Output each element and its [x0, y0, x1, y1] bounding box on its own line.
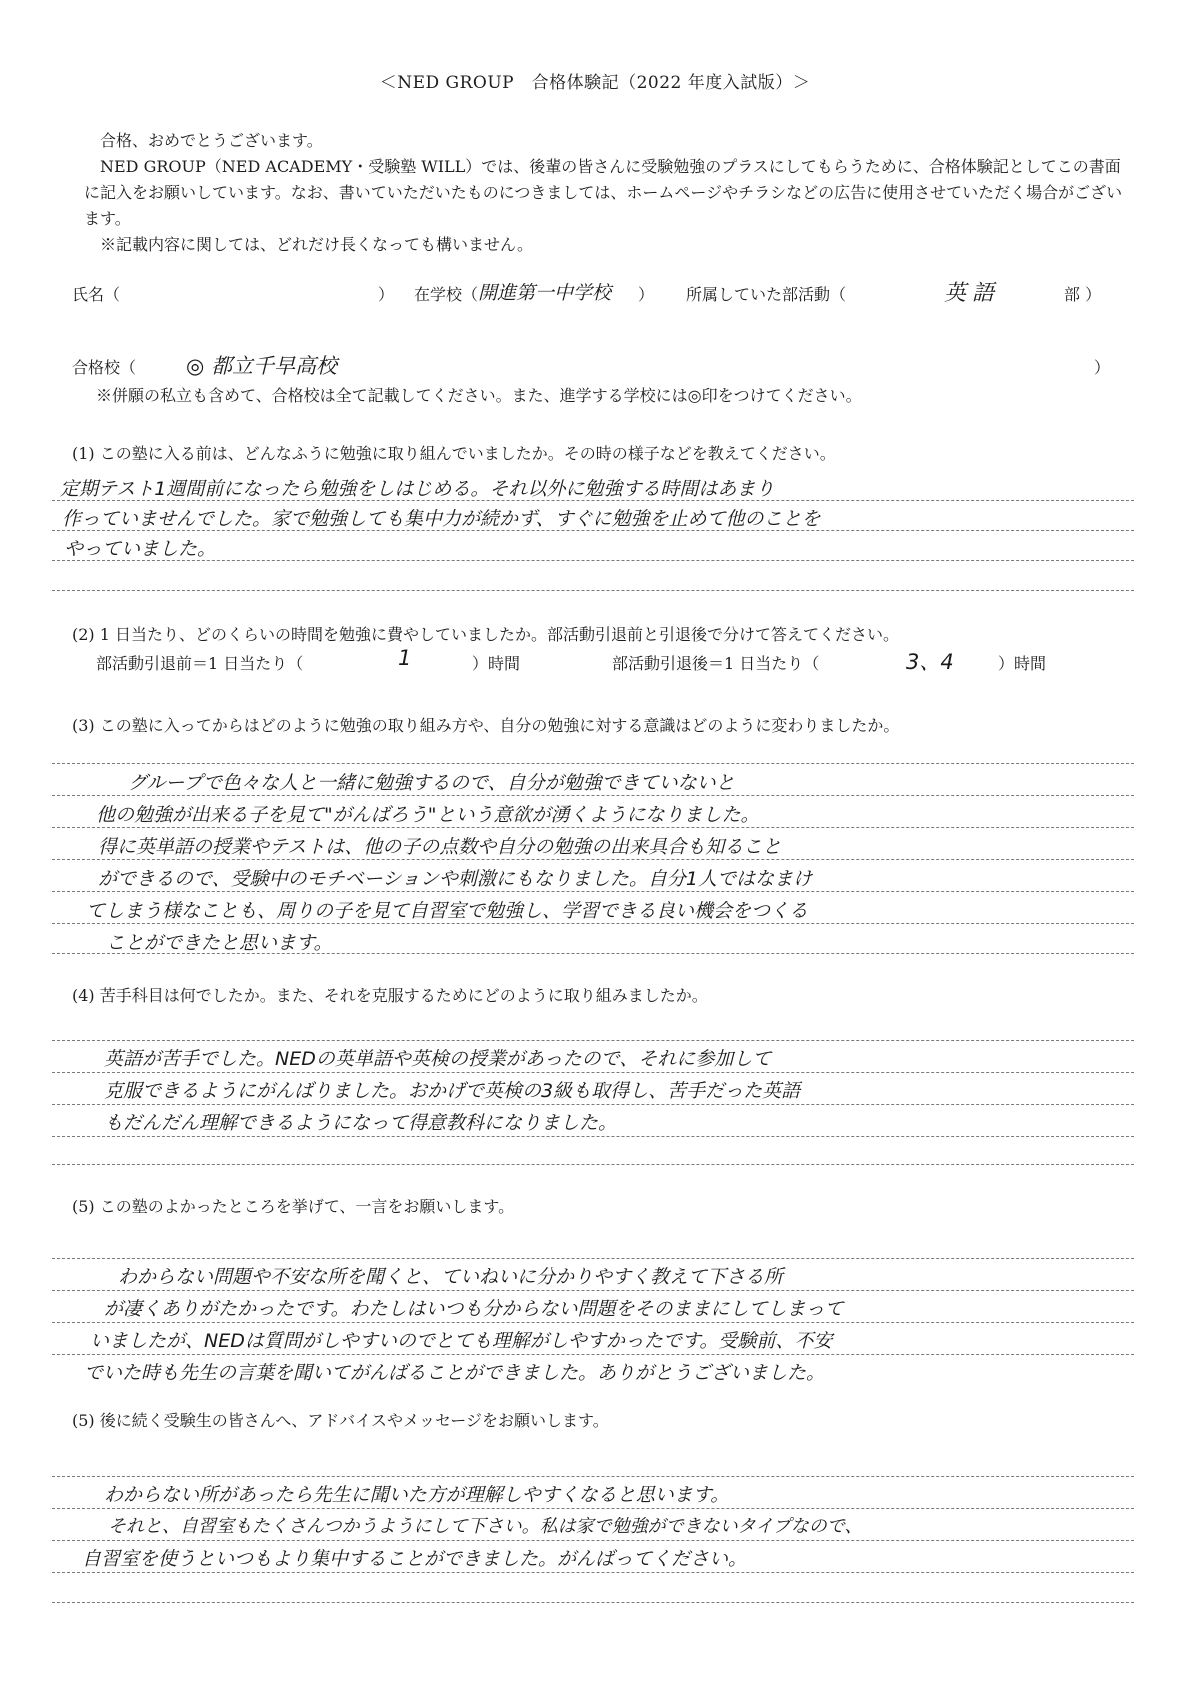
q5-answer-line: でいた時も先生の言葉を聞いてがんばることができました。ありがとうございました。	[84, 1362, 826, 1384]
answer-rule	[52, 1258, 1134, 1259]
q5-answer-line: わからない問題や不安な所を聞くと、ていねいに分かりやすく教えて下さる所	[118, 1266, 784, 1288]
q1-answer-line: 作っていませんでした。家で勉強しても集中力が続かず、すぐに勉強を止めて他のことを	[62, 508, 821, 530]
answer-rule	[52, 1040, 1134, 1041]
club-suffix: 部 ）	[1064, 285, 1102, 304]
answer-rule	[52, 859, 1134, 860]
q3-answer-line: てしまう様なことも、周りの子を見て自習室で勉強し、学習できる良い機会をつくる	[86, 900, 809, 922]
before-retire-label: 部活動引退前＝1 日当たり（	[96, 654, 304, 673]
answer-rule	[52, 1508, 1134, 1509]
before-retire-unit: ）時間	[472, 654, 521, 673]
after-retire-unit: ）時間	[998, 654, 1047, 673]
school-close: ）	[638, 285, 655, 304]
intro-note: ※記載内容に関しては、どれだけ長くなっても構いません。	[100, 235, 533, 254]
q6-answer-line: 自習室を使うといつもより集中することができました。がんばってください。	[82, 1548, 748, 1570]
school-value: 開進第一中学校	[478, 282, 612, 304]
name-label: 氏名（	[72, 285, 121, 304]
answer-rule	[52, 1322, 1134, 1323]
q4-answer-line: もだんだん理解できるようになって得意教科になりました。	[104, 1112, 618, 1134]
intro-request: NED GROUP（NED ACADEMY・受験塾 WILL）では、後輩の皆さんに受験勉強のプラスにしてもらうために、合格体験記としてこの書面に記入をお願いしています。なお、書いていただいたものにつきましては、ホームページやチラシなどの広告に使用させていただく場合がございます。	[84, 157, 1123, 228]
q6-answer-line: わからない所があったら先生に聞いた方が理解しやすくなると思います。	[104, 1484, 730, 1506]
answer-rule	[52, 795, 1134, 796]
answer-rule	[52, 1290, 1134, 1291]
q4-answer-line: 英語が苦手でした。NEDの英単語や英検の授業があったので、それに参加して	[104, 1048, 772, 1070]
q6-answer-line: それと、自習室もたくさんつかうようにして下さい。私は家で勉強ができないタイプなので、	[108, 1516, 863, 1537]
before-retire-hours: 1	[398, 646, 412, 670]
q3-answer-line: グループで色々な人と一緒に勉強するので、自分が勉強できていないと	[128, 772, 735, 794]
question-5: (5) この塾のよかったところを挙げて、一言をお願いします。	[72, 1197, 515, 1216]
answer-rule	[52, 1476, 1134, 1477]
answer-rule	[52, 1104, 1134, 1105]
answer-rule	[52, 1164, 1134, 1165]
answer-rule	[52, 590, 1134, 591]
q4-answer-line: 克服できるようにがんばりました。おかげで英検の3級も取得し、苦手だった英語	[104, 1080, 801, 1102]
question-6: (5) 後に続く受験生の皆さんへ、アドバイスやメッセージをお願いします。	[72, 1411, 609, 1430]
passed-school-note: ※併願の私立も含めて、合格校は全て記載してください。また、進学する学校には◎印をつけてください。	[96, 386, 862, 405]
q5-answer-line: が凄くありがたかったです。わたしはいつも分からない問題をそのままにしてしまって	[104, 1298, 844, 1320]
document-title: ＜NED GROUP 合格体験記（2022 年度入試版）＞	[379, 73, 811, 93]
q1-answer-line: 定期テスト1週間前になったら勉強をしはじめる。それ以外に勉強する時間はあまり	[60, 478, 775, 500]
club-label: 所属していた部活動（	[686, 285, 847, 304]
q3-answer-line: ができるので、受験中のモチベーションや刺激にもなりました。自分1人ではなまけ	[98, 868, 812, 890]
q3-answer-line: 他の勉強が出来る子を見て"がんばろう"という意欲が湧くようになりました。	[96, 804, 760, 826]
q1-answer-line: やっていました。	[64, 538, 217, 560]
q5-answer-line: いましたが、NEDは質問がしやすいのでとても理解がしやすかったです。受験前、不安	[90, 1330, 833, 1352]
intro-text	[84, 128, 1124, 258]
question-4: (4) 苦手科目は何でしたか。また、それを克服するためにどのように取り組みましたか。	[72, 986, 708, 1005]
passed-school-value: ◎ 都立千早高校	[186, 354, 337, 378]
question-3: (3) この塾に入ってからはどのように勉強の取り組み方や、自分の勉強に対する意識はどのように変わりましたか。	[72, 716, 900, 735]
q3-answer-line: 得に英単語の授業やテストは、他の子の点数や自分の勉強の出来具合も知ること	[98, 836, 782, 858]
q3-answer-line: ことができたと思います。	[106, 932, 333, 954]
question-2: (2) 1 日当たり、どのくらいの時間を勉強に費やしていましたか。部活動引退前と引退後で分けて答えてください。	[72, 625, 900, 644]
answer-rule	[52, 923, 1134, 924]
name-close: ）	[378, 285, 395, 304]
answer-rule	[52, 1602, 1134, 1603]
club-value: 英語	[944, 281, 1001, 306]
question-1: (1) この塾に入る前は、どんなふうに勉強に取り組んでいましたか。その時の様子などを教えてください。	[72, 444, 836, 463]
intro-congrats: 合格、おめでとうございます。	[100, 131, 323, 150]
answer-rule	[52, 891, 1134, 892]
answer-rule	[52, 763, 1134, 764]
answer-rule	[52, 1540, 1134, 1541]
answer-rule	[52, 1572, 1134, 1573]
passed-school-label: 合格校（	[72, 358, 137, 377]
passed-school-close: ）	[1094, 358, 1111, 377]
answer-rule	[52, 827, 1134, 828]
after-retire-hours: 3、4	[906, 650, 954, 674]
school-label: 在学校（	[414, 285, 479, 304]
after-retire-label: 部活動引退後＝1 日当たり（	[612, 654, 820, 673]
answer-rule	[52, 1354, 1134, 1355]
answer-rule	[52, 1072, 1134, 1073]
answer-rule	[52, 1136, 1134, 1137]
